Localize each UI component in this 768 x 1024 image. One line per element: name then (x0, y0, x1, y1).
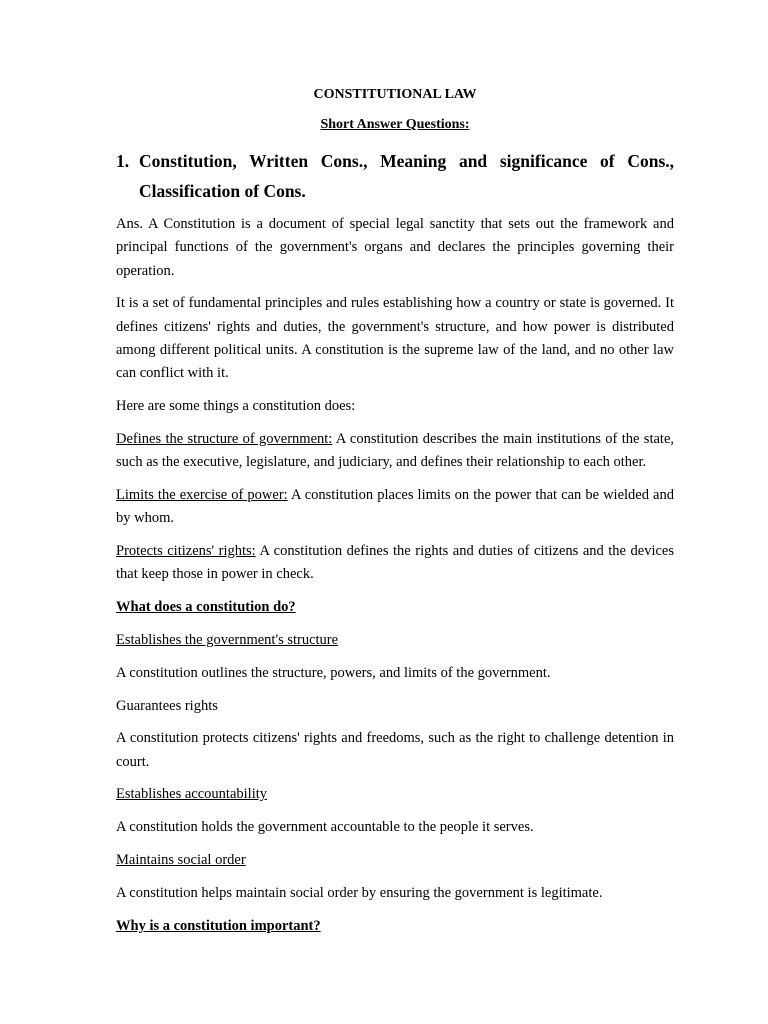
section-heading-why: Why is a constitution important? (116, 917, 321, 934)
paragraph-structure: A constitution outlines the structure, powers, and limits of the government. (116, 664, 551, 681)
paragraph-rights: A constitution protects citizens' rights and freedoms, such as the right to challenge detention in court. (116, 730, 674, 770)
list-item (116, 428, 674, 475)
document-title: CONSTITUTIONAL LAW (313, 87, 477, 102)
list-item-label: Defines the structure of government: (116, 430, 333, 447)
answer-paragraph-1: Ans. A Constitution is a document of special legal sanctity that sets out the framework and principal functions of the government's organs and declares the principles governing their operation. (116, 216, 674, 279)
subheading-rights: Guarantees rights (116, 697, 218, 714)
paragraph-accountability: A constitution holds the government accountable to the people it serves. (116, 819, 534, 836)
list-item (116, 540, 674, 587)
answer-paragraph-2: It is a set of fundamental principles and rules establishing how a country or state is governed. It defines citizens' rights and duties, the government's structure, and how power is distributed among different political units. A constitution is the supreme law of the land, and no other law can conflict with it. (116, 295, 674, 382)
question-number: 1. (116, 151, 130, 171)
subheading-accountability: Establishes accountability (116, 786, 268, 803)
section-heading-what: What does a constitution do? (116, 599, 296, 616)
question-text: Constitution, Written Cons., Meaning and significance of Cons., Classification of Cons. (139, 151, 674, 201)
subheading-social-order: Maintains social order (116, 852, 246, 869)
document-subtitle: Short Answer Questions: (320, 117, 470, 132)
document-page (116, 86, 674, 947)
subheading-structure: Establishes the government's structure (116, 631, 339, 648)
question-heading (116, 146, 674, 206)
list-item-text: A constitution defines the rights and duties of citizens and the devices that keep those in power in check. (116, 543, 674, 583)
list-item-label: Protects citizens' rights: (116, 543, 256, 560)
list-item-label: Limits the exercise of power: (116, 486, 288, 503)
list-item (116, 484, 674, 531)
list-item-text: A constitution places limits on the power that can be wielded and by whom. (116, 486, 674, 527)
list-intro: Here are some things a constitution does: (116, 398, 356, 415)
paragraph-social-order: A constitution helps maintain social order by ensuring the government is legitimate. (116, 884, 603, 901)
list-item-text: A constitution describes the main institutions of the state, such as the executive, legislature, and judiciary, and defines their relationship to each other. (116, 430, 675, 471)
